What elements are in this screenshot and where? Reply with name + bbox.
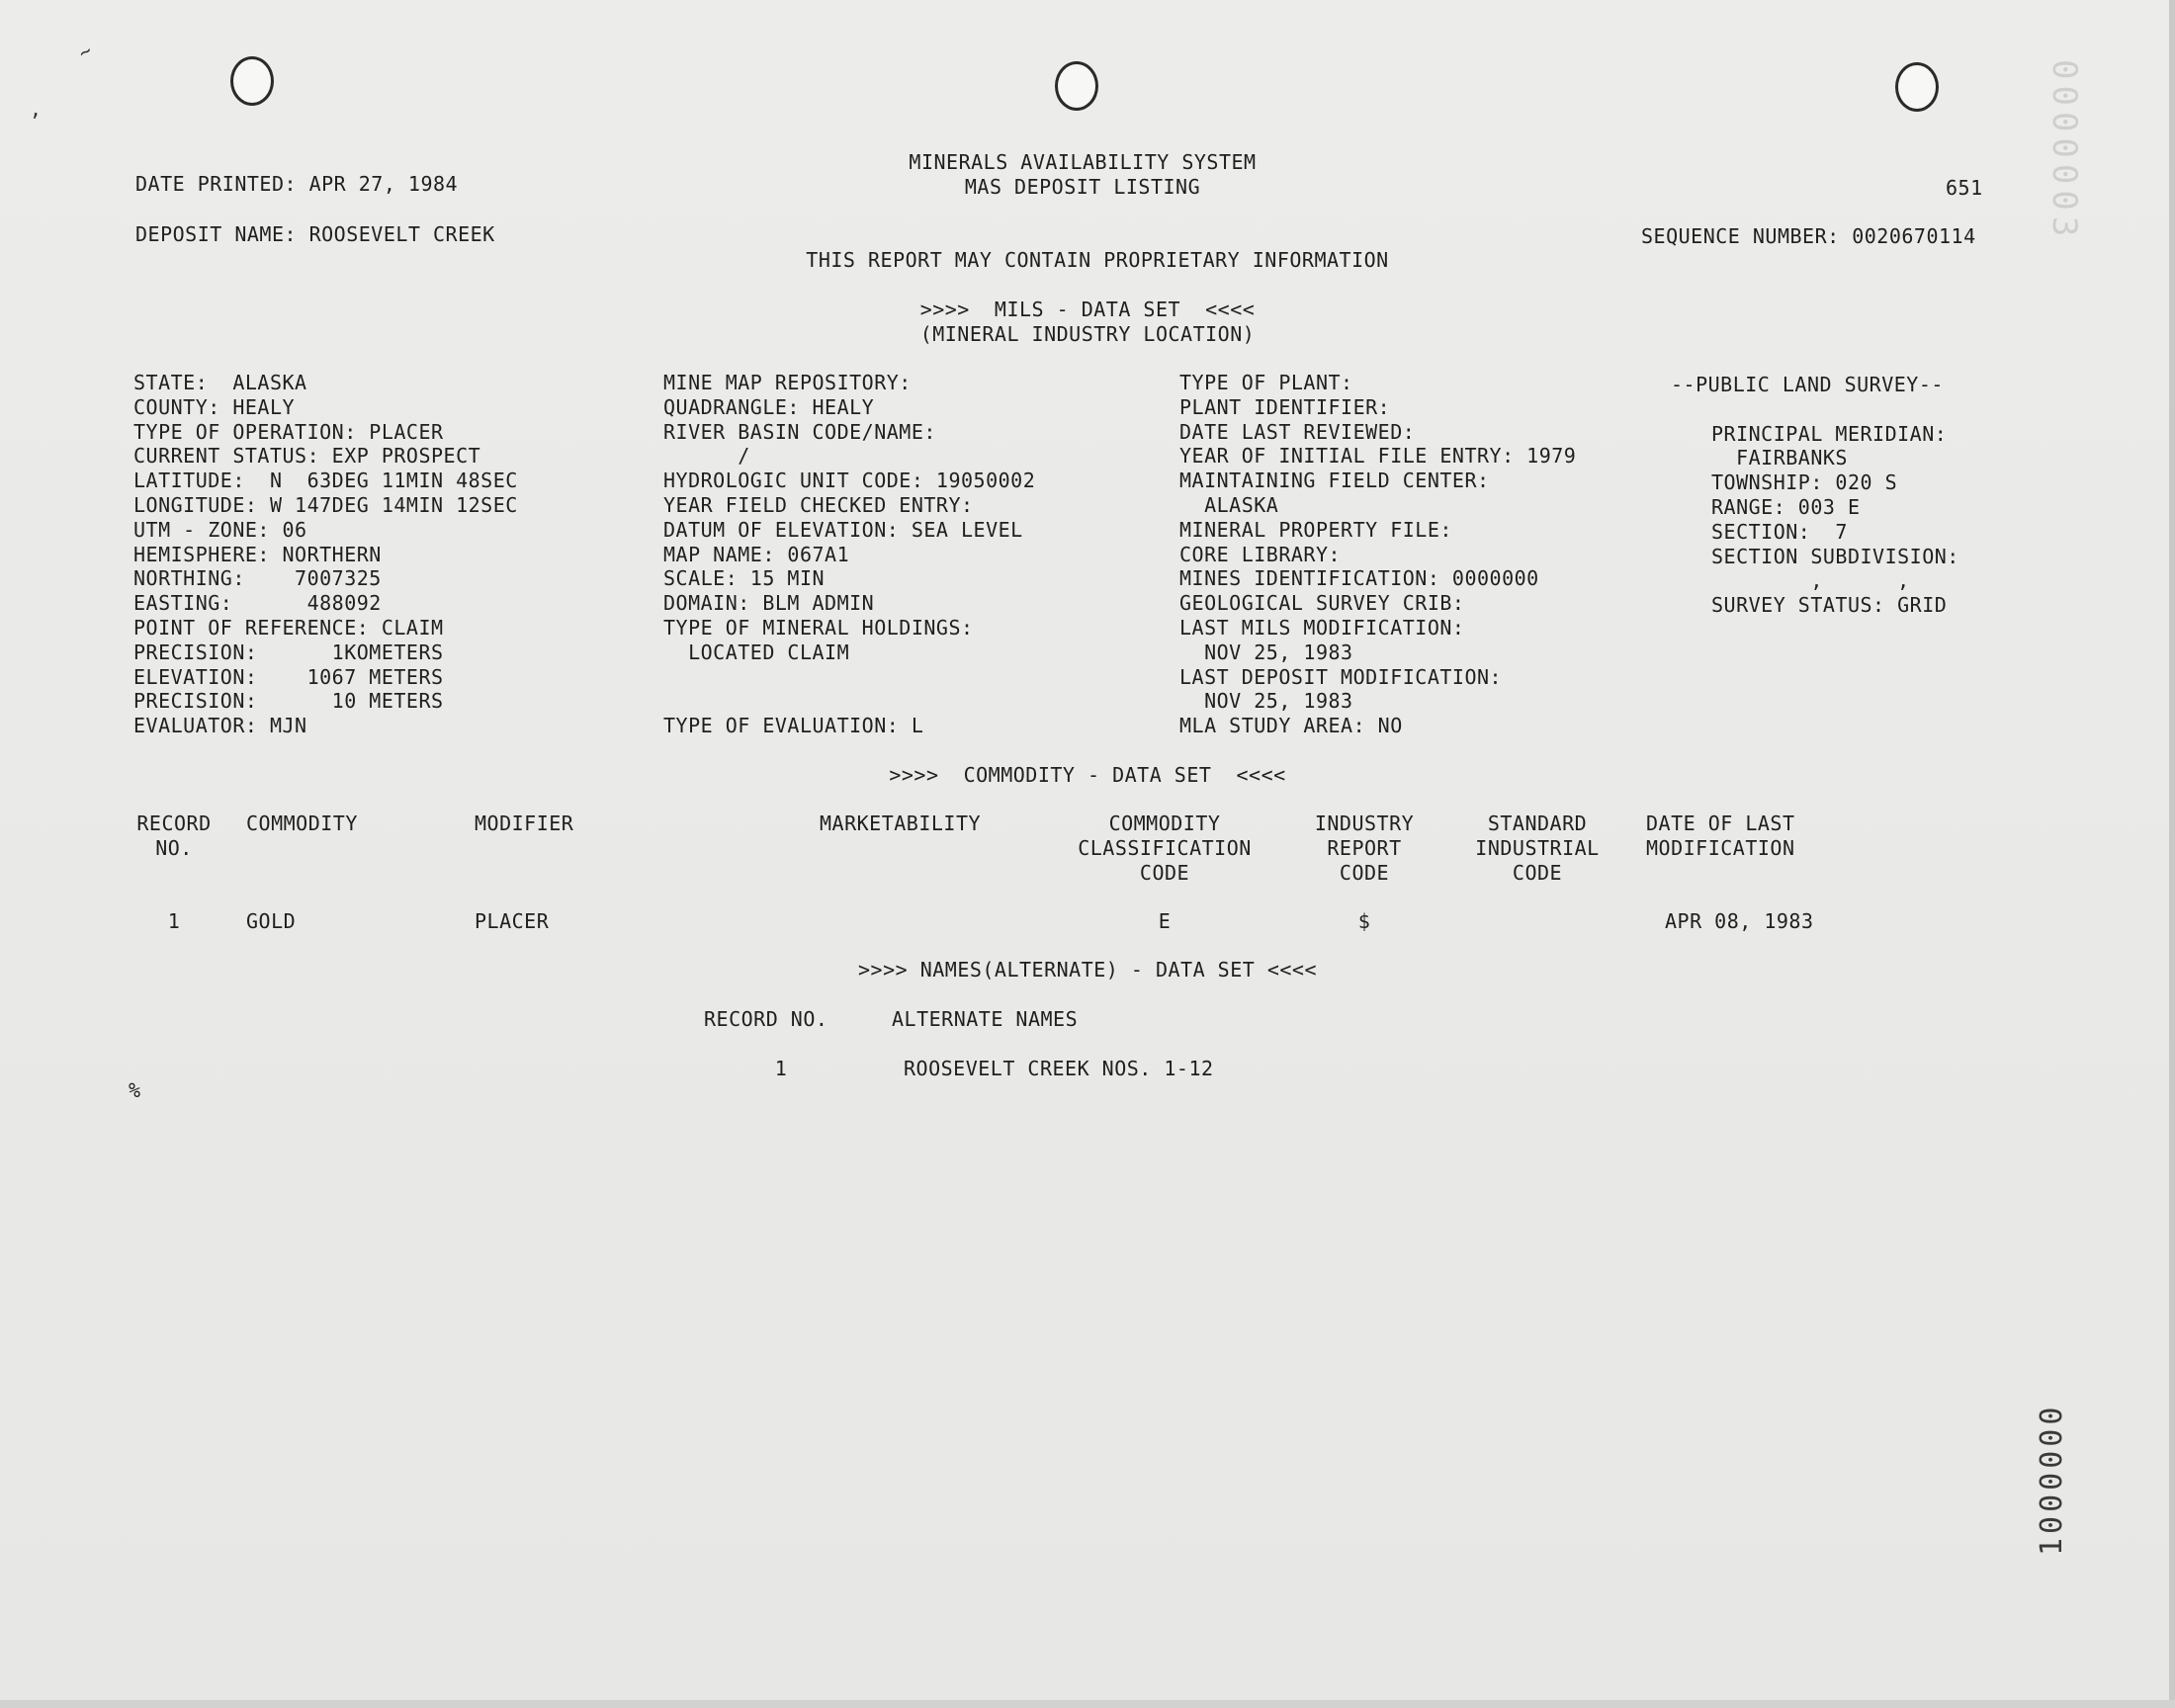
- commodity-header-industry-report-code: REPORT: [1327, 835, 1402, 860]
- names-section-title: >>>> NAMES(ALTERNATE) - DATA SET <<<<: [857, 958, 1318, 982]
- commodity-section-title: >>>> COMMODITY - DATA SET <<<<: [889, 763, 1286, 787]
- commodity-header-modifier: MODIFIER: [475, 811, 574, 835]
- mils-field: SECTION SUBDIVISION:: [1711, 544, 1959, 568]
- punch-hole-right: [1895, 62, 1939, 112]
- proprietary-notice: THIS REPORT MAY CONTAIN PROPRIETARY INFORMATION: [806, 248, 1389, 272]
- mils-field: SURVEY STATUS: GRID: [1711, 593, 1948, 618]
- mils-field: PRECISION: 1KOMETERS: [133, 640, 444, 664]
- mils-field: ELEVATION: 1067 METERS: [133, 664, 444, 689]
- system-title: MINERALS AVAILABILITY SYSTEM: [909, 150, 1257, 174]
- mils-field: --PUBLIC LAND SURVEY--: [1671, 373, 1944, 396]
- page-edge-bottom: [0, 1700, 2175, 1708]
- commodity-header-sic-code: STANDARD: [1487, 811, 1588, 835]
- mils-field: POINT OF REFERENCE: CLAIM: [133, 616, 444, 640]
- scan-mark: ~: [73, 38, 97, 65]
- mils-section-title: >>>> MILS - DATA SET <<<<: [919, 298, 1256, 321]
- sequence-number: SEQUENCE NUMBER: 0020670114: [1641, 224, 1976, 248]
- commodity-cell-modifier: PLACER: [475, 909, 550, 933]
- mils-field: UTM - ZONE: 06: [133, 517, 307, 542]
- mils-field: GEOLOGICAL SURVEY CRIB:: [1179, 591, 1465, 616]
- mils-field: NORTHING: 7007325: [133, 566, 382, 591]
- mils-field: HYDROLOGIC UNIT CODE: 19050002: [663, 469, 1036, 493]
- mils-field: LAST MILS MODIFICATION:: [1179, 616, 1465, 640]
- names-header-record: RECORD NO.: [704, 1007, 828, 1031]
- commodity-header-classification-code: CODE: [1139, 860, 1190, 885]
- names-header-alternate: ALTERNATE NAMES: [892, 1007, 1079, 1031]
- commodity-header-sic-code: INDUSTRIAL: [1475, 835, 1600, 860]
- mils-field: DATE LAST REVIEWED:: [1179, 419, 1416, 444]
- margin-stamp-top: 0000003: [2044, 59, 2084, 243]
- mils-field: CURRENT STATUS: EXP PROSPECT: [133, 444, 481, 469]
- mils-field: COUNTY: HEALY: [133, 394, 296, 419]
- mils-field: TYPE OF PLANT:: [1179, 371, 1353, 394]
- mils-field: MAINTAINING FIELD CENTER:: [1179, 469, 1490, 493]
- commodity-header-date-last-mod: MODIFICATION: [1646, 835, 1795, 860]
- mils-field: RIVER BASIN CODE/NAME:: [663, 419, 936, 444]
- mils-field: YEAR FIELD CHECKED ENTRY:: [663, 493, 974, 517]
- footer-percent-mark: %: [129, 1078, 141, 1102]
- mils-field: PLANT IDENTIFIER:: [1179, 394, 1391, 419]
- commodity-header-commodity: COMMODITY: [246, 811, 358, 835]
- commodity-cell-classification-code: E: [1158, 909, 1172, 933]
- mils-field: FAIRBANKS: [1711, 446, 1848, 470]
- mils-field: MAP NAME: 067A1: [663, 542, 850, 566]
- mils-field: MLA STUDY AREA: NO: [1179, 714, 1403, 738]
- mils-field: EASTING: 488092: [133, 591, 382, 616]
- commodity-header-industry-report-code: CODE: [1339, 860, 1390, 885]
- scan-mark: ,: [30, 97, 43, 121]
- mils-field: PRECISION: 10 METERS: [133, 689, 444, 714]
- margin-stamp-bottom: 1000000: [2035, 1403, 2069, 1556]
- mils-field: PRINCIPAL MERIDIAN:: [1711, 421, 1948, 446]
- mils-field: , ,: [1711, 568, 1910, 593]
- listing-title: MAS DEPOSIT LISTING: [964, 175, 1201, 199]
- mils-field: LAST DEPOSIT MODIFICATION:: [1179, 664, 1503, 689]
- mils-field: MINES IDENTIFICATION: 0000000: [1179, 566, 1539, 591]
- mils-field: /: [663, 444, 750, 469]
- mils-field: TYPE OF EVALUATION: L: [663, 714, 924, 738]
- mils-field: RANGE: 003 E: [1711, 495, 1861, 519]
- commodity-cell-commodity: GOLD: [246, 909, 297, 933]
- mils-field: MINE MAP REPOSITORY:: [663, 371, 912, 394]
- mils-field: ALASKA: [1179, 493, 1279, 517]
- mils-field: DATUM OF ELEVATION: SEA LEVEL: [663, 517, 1023, 542]
- mils-field: EVALUATOR: MJN: [133, 714, 307, 738]
- punch-hole-center: [1055, 61, 1098, 111]
- names-cell-record-no: 1: [774, 1057, 788, 1080]
- names-cell-alternate-name: ROOSEVELT CREEK NOS. 1-12: [904, 1057, 1214, 1080]
- page-edge-right: [2169, 0, 2175, 1708]
- mils-field: YEAR OF INITIAL FILE ENTRY: 1979: [1179, 444, 1577, 469]
- mils-section-subtitle: (MINERAL INDUSTRY LOCATION): [919, 322, 1256, 346]
- mils-field: MINERAL PROPERTY FILE:: [1179, 517, 1452, 542]
- mils-field: LATITUDE: N 63DEG 11MIN 48SEC: [133, 469, 518, 493]
- page-number: 651: [1946, 176, 1983, 200]
- mils-field: QUADRANGLE: HEALY: [663, 394, 875, 419]
- mils-field: CORE LIBRARY:: [1179, 542, 1342, 566]
- commodity-header-industry-report-code: INDUSTRY: [1314, 811, 1415, 835]
- mils-field: DOMAIN: BLM ADMIN: [663, 591, 875, 616]
- mils-field: NOV 25, 1983: [1179, 640, 1353, 664]
- mils-field: NOV 25, 1983: [1179, 689, 1353, 714]
- commodity-cell-record-no: 1: [167, 909, 181, 933]
- commodity-header-sic-code: CODE: [1512, 860, 1563, 885]
- punch-hole-left: [230, 56, 274, 106]
- commodity-header-record-no: RECORD: [136, 811, 212, 835]
- deposit-name: DEPOSIT NAME: ROOSEVELT CREEK: [135, 222, 495, 246]
- commodity-header-classification-code: CLASSIFICATION: [1078, 835, 1252, 860]
- commodity-header-record-no: NO.: [155, 835, 193, 860]
- mils-field: TYPE OF MINERAL HOLDINGS:: [663, 616, 974, 640]
- mils-field: HEMISPHERE: NORTHERN: [133, 542, 382, 566]
- date-printed: DATE PRINTED: APR 27, 1984: [135, 172, 459, 196]
- commodity-cell-date-last-mod: APR 08, 1983: [1665, 909, 1814, 933]
- commodity-cell-industry-report-code: $: [1357, 909, 1371, 933]
- mils-field: TYPE OF OPERATION: PLACER: [133, 419, 444, 444]
- mils-field: TOWNSHIP: 020 S: [1711, 470, 1898, 495]
- mils-field: LOCATED CLAIM: [663, 640, 850, 664]
- mils-field: LONGITUDE: W 147DEG 14MIN 12SEC: [133, 493, 518, 517]
- commodity-header-classification-code: COMMODITY: [1108, 811, 1221, 835]
- commodity-header-date-last-mod: DATE OF LAST: [1646, 811, 1795, 835]
- mils-field: SCALE: 15 MIN: [663, 566, 826, 591]
- commodity-header-marketability: MARKETABILITY: [820, 811, 982, 835]
- mils-field: SECTION: 7: [1711, 519, 1848, 544]
- mils-field: STATE: ALASKA: [133, 371, 307, 394]
